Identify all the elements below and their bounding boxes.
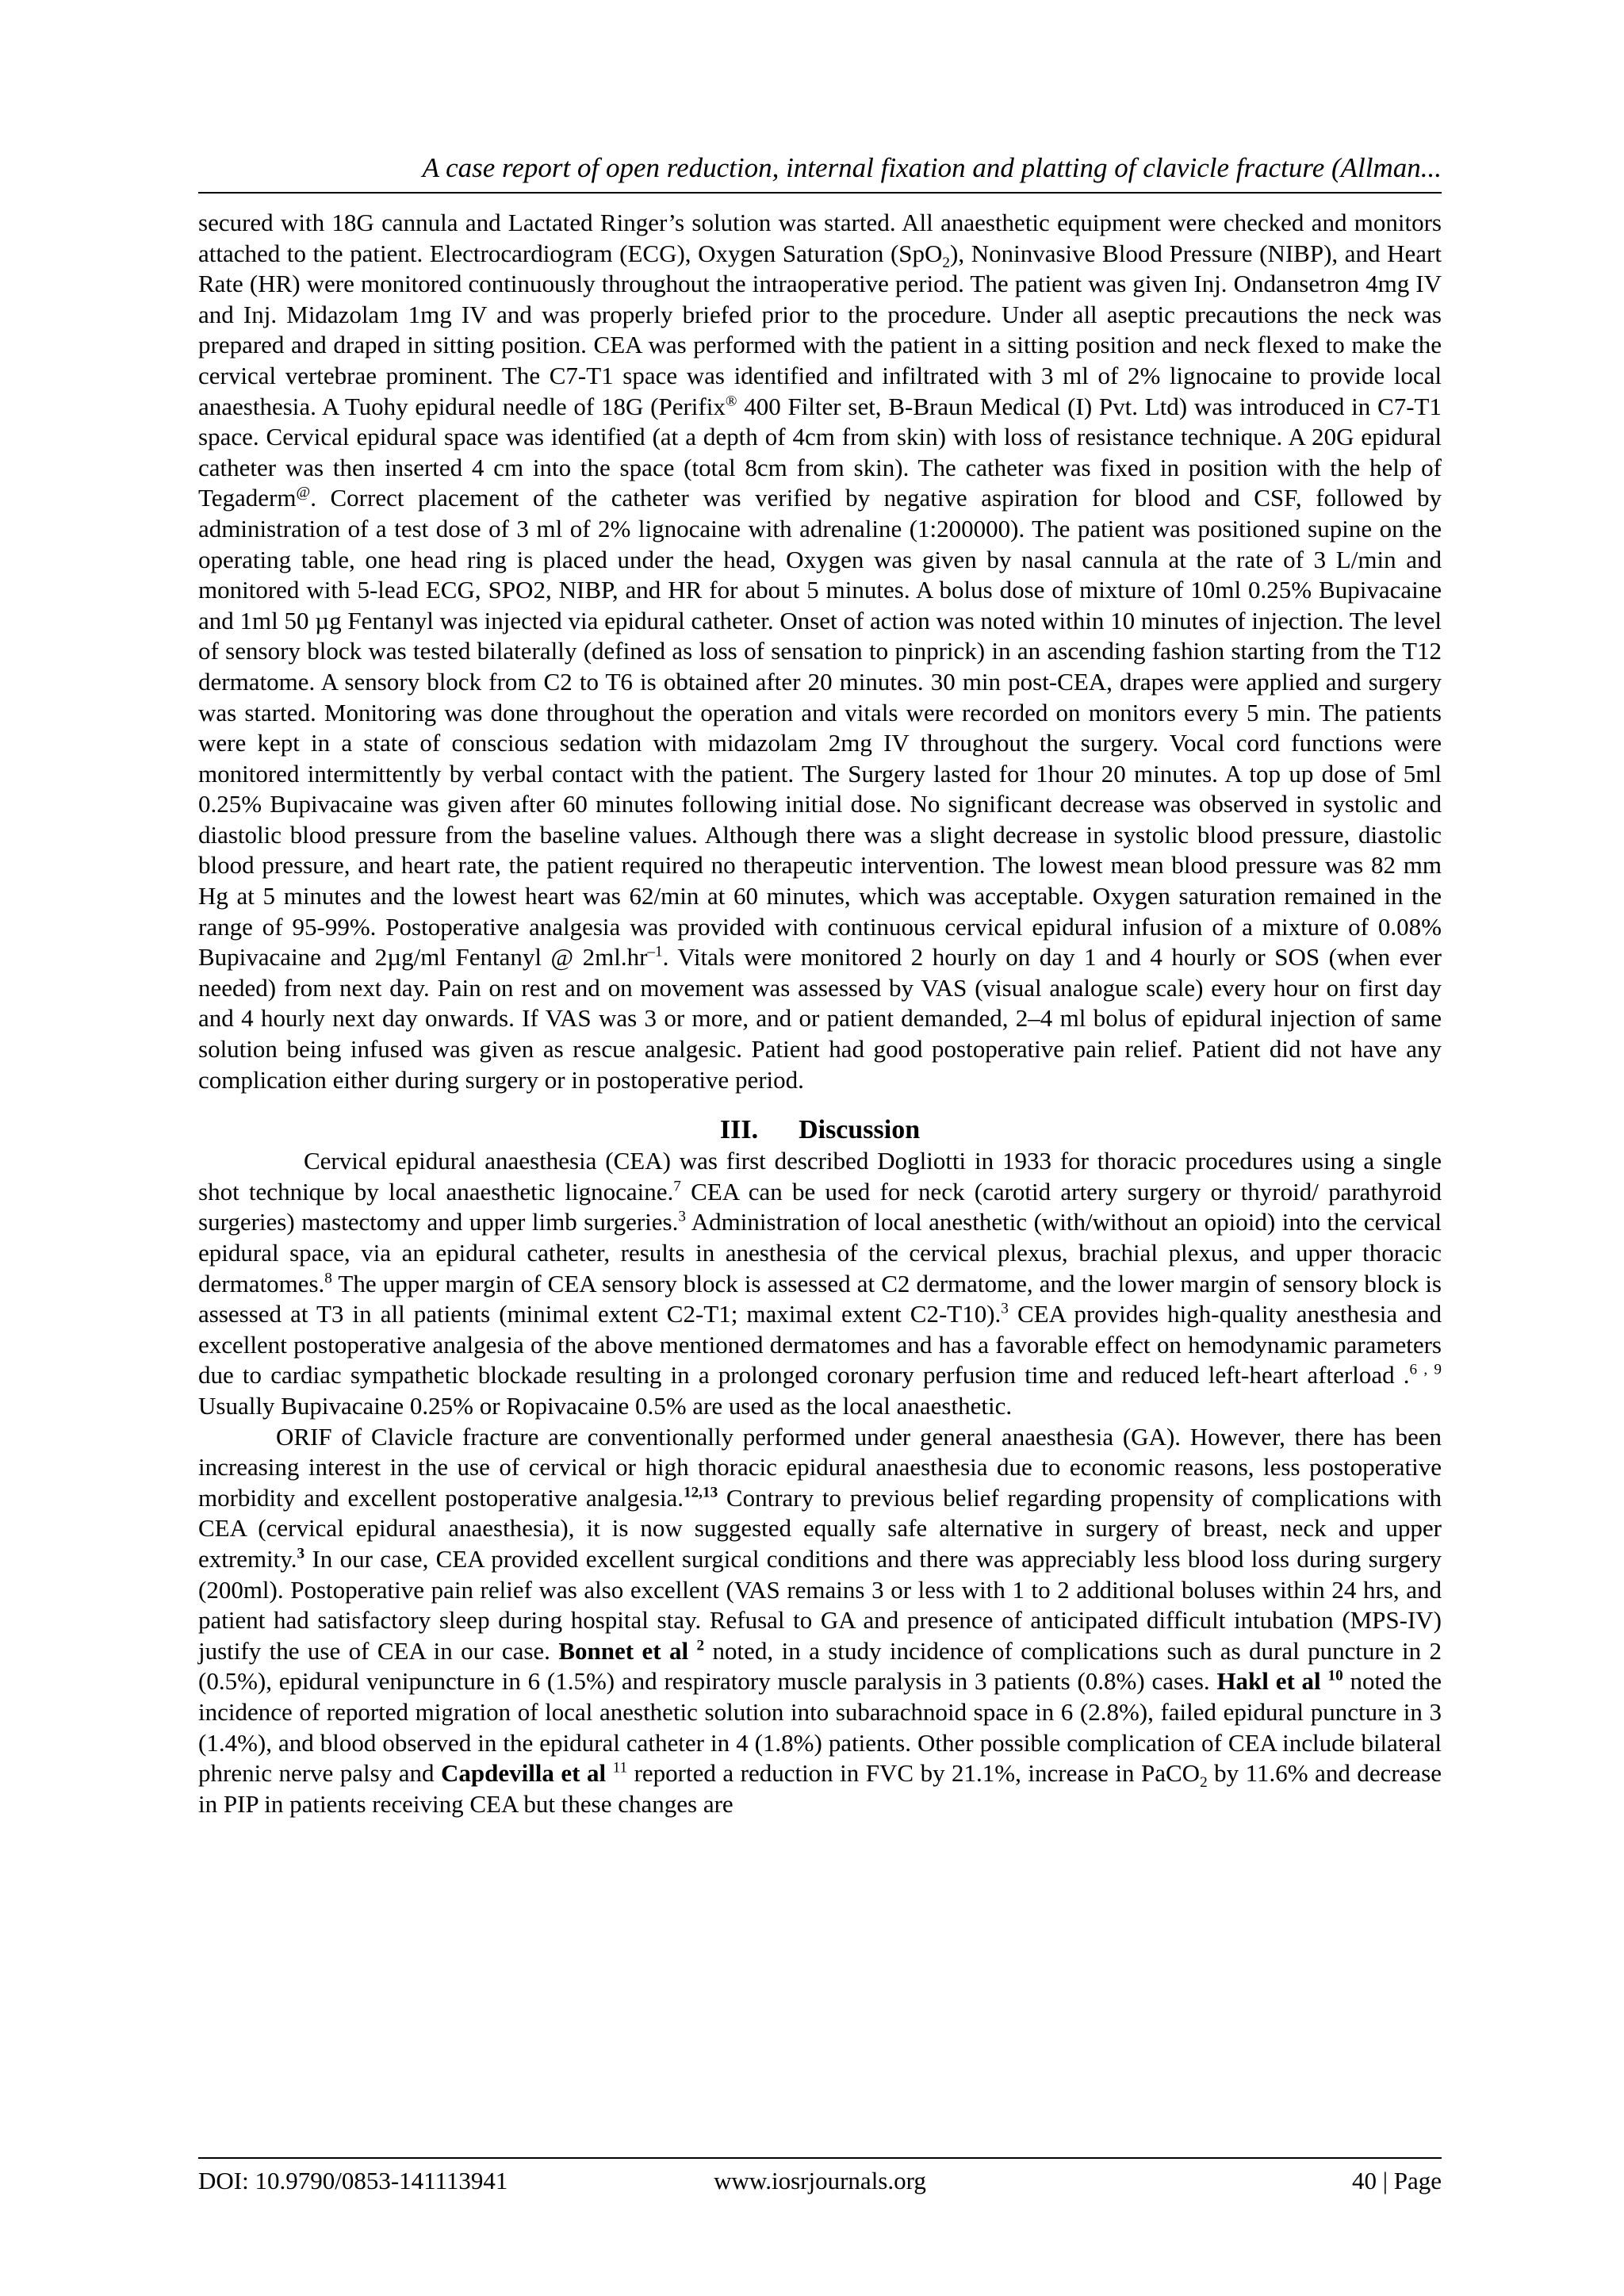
citation: 3 [678, 1209, 686, 1226]
citation: 11 [612, 1759, 628, 1777]
citation: 3 [1001, 1300, 1009, 1317]
citation: 8 [324, 1270, 332, 1287]
author-reference: Bonnet et al [558, 1636, 689, 1665]
citation: 3 [297, 1545, 305, 1562]
journal-website: www.iosrjournals.org [714, 2167, 926, 2194]
footer-divider [198, 2157, 1442, 2159]
citation: 7 [673, 1178, 681, 1195]
header-divider [198, 192, 1442, 194]
discussion-paragraph-1: Cervical epidural anaesthesia (CEA) was first described Dogliotti in 1933 for thoracic procedures using a single shot technique by local anaesthetic lignocaine.$^7$ CEA can be used for neck (carotid artery surgery or thyroid/ parathyroid surgeries) mastectomy and upper limb surgeries.$^3$ Administration of local anesthetic (with/without an opioid) into the cervical epidural space, via an epidural catheter, results in anesthesia of the cervical plexus, brachial plexus, and upper thoracic dermatomes.$^8$ The upper margin of CEA sensory block is assessed at C2 dermatome, and the lower margin of sensory block is assessed at T3 in all patients (minimal extent C2-T1; maximal extent C2-T10).$^3$ CEA provides high-quality anesthesia and excellent postoperative analgesia of the above mentioned dermatomes and has a favorable effect on hemodynamic parameters due to cardiac sympathetic blockade resulting in a prolonged coronary perfusion time and reduced left-heart afterload .$^{6 , 9}$ Usually Bupivacaine 0.25% or Ropivacaine 0.5% are used as the local anaesthetic. [198, 1147, 1442, 1420]
citation: 6 , 9 [1409, 1362, 1442, 1379]
running-title: A case report of open reduction, internal fixation and platting of clavicle fracture (Allman... [422, 152, 1442, 183]
discussion-paragraph-2: ORIF of Clavicle fracture are conventionally performed under general anaesthesia (GA). However, there has been increasing interest in the use of cervical or high thoracic epidural anaesthesia due to economic reasons, less postoperative morbidity and excellent postoperative analgesia.$^{12,13}$ Contrary to previous belief regarding propensity of complications with CEA (cervical epidural anaesthesia), it is now suggested equally safe alternative in surgery of breast, neck and upper extremity.$^3$ In our case, CEA provided excellent surgical conditions and there was appreciably less blood loss during surgery (200ml). Postoperative pain relief was also excellent (VAS remains 3 or less with 1 to 2 additional boluses within 24 hrs, and patient had satisfactory sleep during hospital stay. Refusal to GA and presence of anticipated difficult intubation (MPS-IV) justify the use of CEA in our case. Bonnet et al $^2$ noted, in a study incidence of complications such as dural puncture in 2 (0.5%), epidural venipuncture in 6 (1.5%) and respiratory muscle paralysis in 3 patients (0.8%) cases. Hakl et al $^{10}$ noted the incidence of reported migration of local anesthetic solution into subarachnoid space in 6 (2.8%), failed epidural puncture in 3 (1.4%), and blood observed in the epidural catheter in 4 (1.8%) patients. Other possible complication of CEA include bilateral phrenic nerve palsy and Capdevilla et al $^{11}$ reported a reduction in FVC by 21.1%, increase in PaCO$_2$ by 11.6% and decrease in PIP in patients receiving CEA but these changes are [198, 1422, 1442, 1818]
article-body [198, 208, 1442, 1819]
citation: 10 [1327, 1667, 1343, 1685]
case-report-paragraph: secured with 18G cannula and Lactated Ringer’s solution was started. All anaesthetic equipment were checked and monitors attached to the patient. Electrocardiogram (ECG), Oxygen Saturation (SpO$_2$), Noninvasive Blood Pressure (NIBP), and Heart Rate (HR) were monitored continuously throughout the intraoperative period. The patient was given Inj. Ondansetron 4mg IV and Inj. Midazolam 1mg IV and was properly briefed prior to the procedure. Under all aseptic precautions the neck was prepared and draped in sitting position. CEA was performed with the patient in a sitting position and neck flexed to make the cervical vertebrae prominent. The C7-T1 space was identified and infiltrated with 3 ml of 2% lignocaine to provide local anaesthesia. A Tuohy epidural needle of 18G (Perifix® 400 Filter set, B-Braun Medical (I) Pvt. Ltd) was introduced in C7-T1 space. Cervical epidural space was identified (at a depth of 4cm from skin) with loss of resistance technique. A 20G epidural catheter was then inserted 4 cm into the space (total 8cm from skin). The catheter was fixed in position with the help of Tegaderm@. Correct placement of the catheter was verified by negative aspiration for blood and CSF, followed by administration of a test dose of 3 ml of 2% lignocaine with adrenaline (1:200000). The patient was positioned supine on the operating table, one head ring is placed under the head, Oxygen was given by nasal cannula at the rate of 3 L/min and monitored with 5-lead ECG, SPO2, NIBP, and HR for about 5 minutes. A bolus dose of mixture of 10ml 0.25% Bupivacaine and 1ml 50 µg Fentanyl was injected via epidural catheter. Onset of action was noted within 10 minutes of injection. The level of sensory block was tested bilaterally (defined as loss of sensation to pinprick) in an ascending fashion starting from the T12 dermatome. A sensory block from C2 to T6 is obtained after 20 minutes. 30 min post-CEA, drapes were applied and surgery was started. Monitoring was done throughout the operation and vitals were recorded on monitors every 5 min. The patients were kept in a state of conscious sedation with midazolam 2mg IV throughout the surgery. Vocal cord functions were monitored intermittently by verbal contact with the patient. The Surgery lasted for 1hour 20 minutes. A top up dose of 5ml 0.25% Bupivacaine was given after 60 minutes following initial dose. No significant decrease was observed in systolic and diastolic blood pressure from the baseline values. Although there was a slight decrease in systolic blood pressure, diastolic blood pressure, and heart rate, the patient required no therapeutic intervention. The lowest mean blood pressure was 82 mm Hg at 5 minutes and the lowest heart was 62/min at 60 minutes, which was acceptable. Oxygen saturation remained in the range of 95-99%. Postoperative analgesia was provided with continuous cervical epidural infusion of a mixture of 0.08% Bupivacaine and 2µg/ml Fentanyl @ $2ml.hr^{-1}$. Vitals were monitored 2 hourly on day 1 and 4 hourly or SOS (when ever needed) from next day. Pain on rest and on movement was assessed by VAS (visual analogue scale) every hour on first day and 4 hourly next day onwards. If VAS was 3 or more, and or patient demanded, 2–4 ml bolus of epidural injection of same solution being infused was given as rescue analgesic. Patient had good postoperative pain relief. Patient did not have any complication either during surgery or in postoperative period. [198, 209, 1442, 1094]
discussion-heading: III. Discussion [719, 1115, 921, 1145]
author-reference: Capdevilla et al [440, 1759, 607, 1788]
doi-text: DOI: 10.9790/0853-141113941 [198, 2167, 508, 2194]
citation: 12,13 [683, 1484, 718, 1501]
page-number: 40 | Page [1352, 2167, 1442, 2194]
citation: 2 [696, 1637, 705, 1654]
author-reference: Hakl et al [1216, 1667, 1321, 1696]
